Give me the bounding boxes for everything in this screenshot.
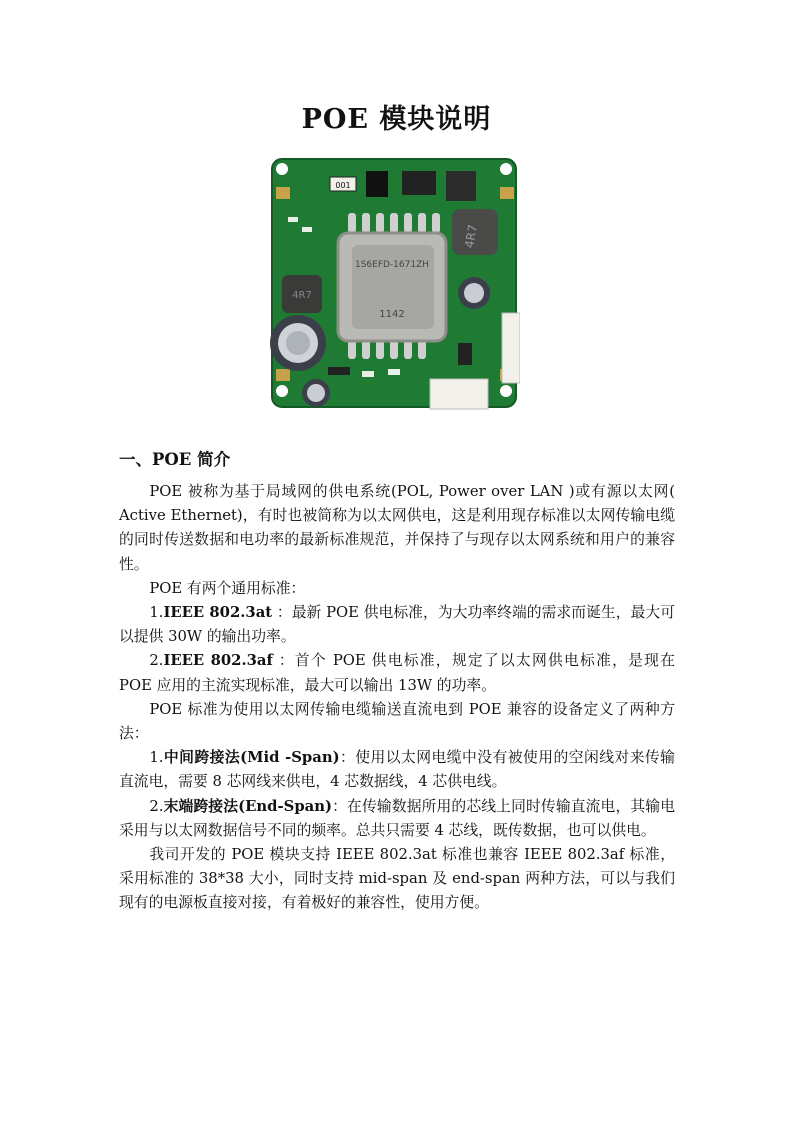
- list-number: 2.: [149, 652, 164, 670]
- section-title: 一、POE 简介: [119, 450, 231, 469]
- standard-name: IEEE 802.3af: [163, 652, 273, 670]
- section-body: [119, 480, 675, 916]
- svg-text:4R7: 4R7: [462, 223, 481, 250]
- chip-code: 1142: [379, 309, 405, 320]
- paragraph-802-3at: [119, 601, 675, 649]
- standard-description: ：首个 POE 供电标准，规定了以太网供电标准，是现在 POE 应用的主流实现标准，最大可以输出 13W 的功率。: [119, 652, 675, 694]
- paragraph-standards-lead: POE 有两个通用标准：: [149, 579, 306, 597]
- chip-label: 1S6EFD-1671ZH: [354, 260, 430, 270]
- paragraph-mid-span: [119, 746, 675, 794]
- list-number: 1.: [149, 749, 164, 767]
- method-name: 中间跨接法(Mid -Span): [163, 749, 340, 767]
- connector-bottom: [430, 379, 488, 409]
- method-name: 末端跨接法(End-Span): [163, 797, 333, 815]
- paragraph-company-module: 我司开发的 POE 模块支持 IEEE 802.3at 标准也兼容 IEEE 802.3af 标准，采用标准的 38*38 大小，同时支持 mid-span 及 end-span 两种方法，可以与我们现有的电源板直接对接，有着极好的兼容性，使用方便。: [119, 846, 675, 912]
- list-number: 2.: [149, 797, 164, 815]
- poe-module-photo: [268, 157, 520, 415]
- list-number: 1.: [149, 604, 164, 622]
- paragraph-802-3af: [119, 649, 675, 697]
- method-description: ：在传输数据所用的芯线上同时传输直流电，其输电采用与以太网数据信号不同的频率。总共只需要 4 芯线，既传数据，也可以供电。: [119, 797, 675, 839]
- paragraph-intro: POE 被称为基于局域网的供电系统(POL, Power over LAN )或有源以太网( Active Ethernet)，有时也被简称为以太网供电，这是利用现存标准以太网传输电缆的同时传送数据和电功率的最新标准规范，并保持了与现存以太网系统和用户的兼容性。: [119, 483, 675, 573]
- method-description: ：使用以太网电缆中没有被使用的空闲线对来传输直流电，需要 8 芯网线来供电，4 芯数据线，4 芯供电线。: [119, 749, 675, 791]
- svg-text:4R7: 4R7: [292, 290, 312, 301]
- paragraph-end-span: [119, 795, 675, 843]
- standard-name: IEEE 802.3at: [163, 604, 273, 622]
- connector-right: [502, 313, 520, 383]
- paragraph-methods-lead: POE 标准为使用以太网传输电缆输送直流电到 POE 兼容的设备定义了两种方法：: [119, 700, 675, 743]
- resistor-label: 001: [335, 181, 351, 190]
- standard-description: ：最新 POE 供电标准，为大功率终端的需求而诞生，最大可以提供 30W 的输出功率。: [119, 604, 675, 646]
- document-title: POE 模块说明: [301, 104, 492, 135]
